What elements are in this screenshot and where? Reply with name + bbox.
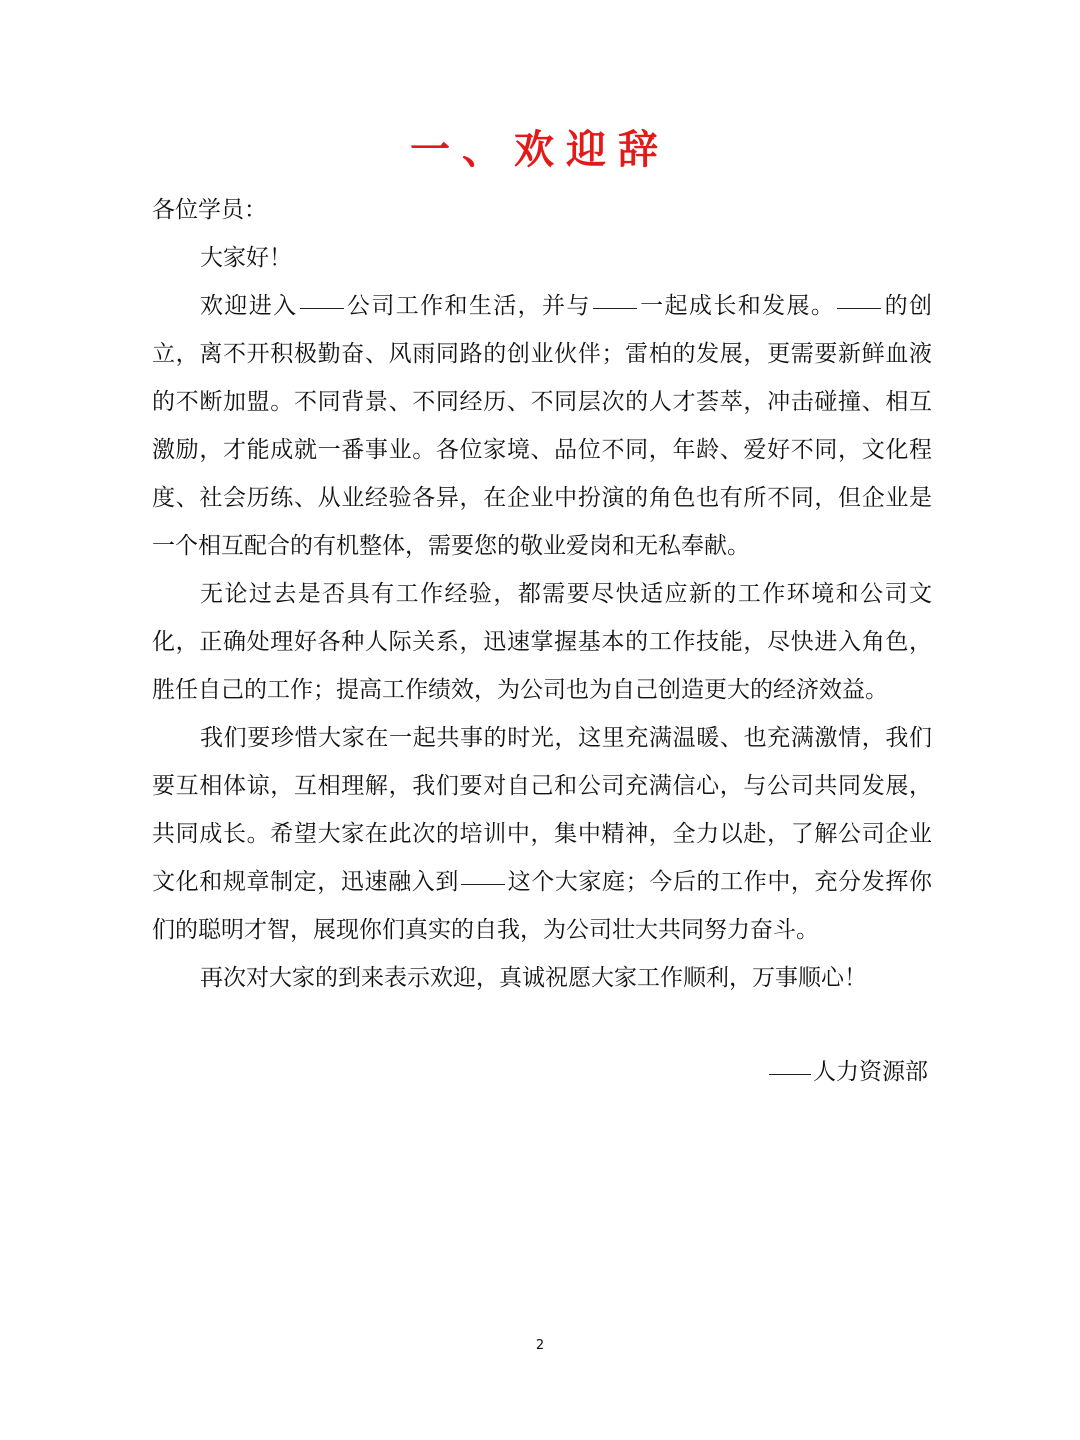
signature [767,1048,928,1096]
signature-department: 人力资源部 [813,1059,928,1085]
paragraph-text: 的创立，离不开积极勤奋、风雨同路的创业伙伴；雷柏的发展，更需要新鲜血液的不断加盟。不同背景、不同经历、不同层次的人才荟萃，冲击碰撞、相互激励，才能成就一番事业。各位家境、品位不同，年龄、爱好不同，文化程度、社会历练、从业经验各异，在企业中扮演的角色也有所不同，但企业是一个相互配合的有机整体，需要您的敬业爱岗和无私奉献。 [152,293,933,559]
page-number: 2 [535,1338,545,1353]
paragraph-adaptation: 无论过去是否具有工作经验，都需要尽快适应新的工作环境和公司文化，正确处理好各种人际关系，迅速掌握基本的工作技能，尽快进入角色，胜任自己的工作；提高工作绩效，为公司也为自己创造更大的经济效益。 [152,581,932,703]
paragraph-welcome [152,282,932,570]
blank-line [461,883,505,885]
paragraph-text: 这个大家庭；今后的工作中，充分发挥你们的聪明才智，展现你们真实的自我，为公司壮大共同努力奋斗。 [152,869,933,943]
blank-line [769,1073,811,1075]
blank-line [300,307,344,309]
blank-line [593,307,637,309]
paragraph-text: 欢迎进入 [200,293,298,319]
paragraph-cherish [152,714,932,954]
document-title: 一、欢迎辞 [410,127,670,173]
paragraph-text: 一起成长和发展。 [638,293,836,319]
greeting: 大家好！ [200,245,292,271]
paragraph-closing: 再次对大家的到来表示欢迎，真诚祝愿大家工作顺利，万事顺心！ [200,965,867,991]
paragraph-text: 公司工作和生活，并与 [345,293,591,319]
paragraph-text: 我们要珍惜大家在一起共事的时光，这里充满温暖、也充满激情，我们要互相体谅，互相理解，我们要对自己和公司充满信心，与公司共同发展，共同成长。希望大家在此次的培训中，集中精神，全力以赴，了解公司企业文化和规章制定，迅速融入到 [152,725,932,895]
document-body [152,186,932,1002]
blank-line [837,307,881,309]
salutation: 各位学员： [152,197,267,223]
